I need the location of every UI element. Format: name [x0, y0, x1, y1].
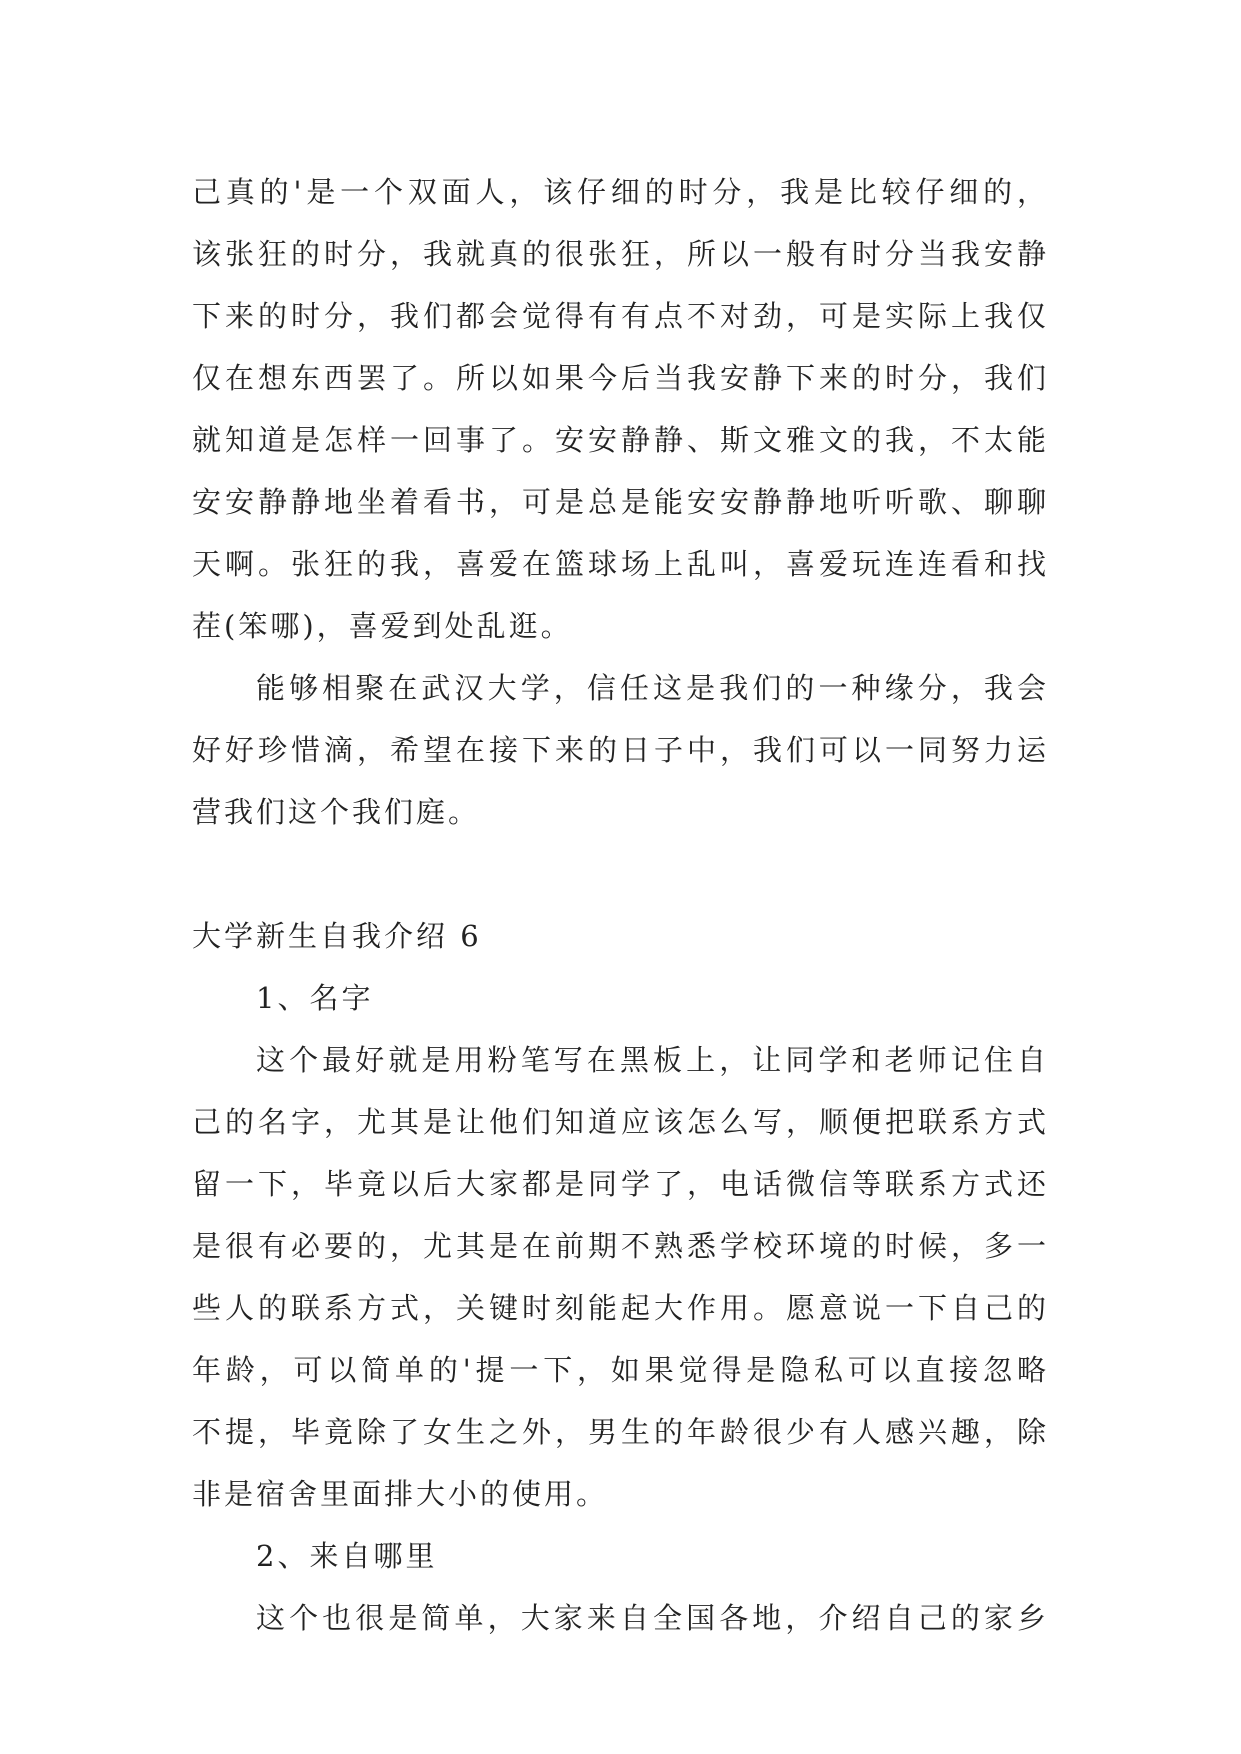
text-line: 些人的联系方式，关键时刻能起大作用。愿意说一下自己的 [192, 1291, 1049, 1325]
text-line: 该张狂的时分，我就真的很张狂，所以一般有时分当我安静 [192, 237, 1049, 271]
text-line: 己真的'是一个双面人，该仔细的时分，我是比较仔细的， [192, 175, 1049, 209]
text-line: 能够相聚在武汉大学，信任这是我们的一种缘分，我会 [256, 671, 1049, 705]
text-line: 天啊。张狂的我，喜爱在篮球场上乱叫，喜爱玩连连看和找 [192, 547, 1049, 581]
paragraph-continued [192, 161, 1049, 657]
text-line: 仅在想东西罢了。所以如果今后当我安静下来的时分，我们 [192, 361, 1049, 395]
text-line: 安安静静地坐着看书，可是总是能安安静静地听听歌、聊聊 [192, 485, 1049, 519]
text-line: 是很有必要的，尤其是在前期不熟悉学校环境的时候，多一 [192, 1229, 1049, 1263]
text-line: 下来的时分，我们都会觉得有有点不对劲，可是实际上我仅 [192, 299, 1049, 333]
text-line: 茬(笨哪)，喜爱到处乱逛。 [192, 609, 573, 643]
item-heading: 2、来自哪里 [256, 1539, 438, 1573]
paragraph-closing [192, 657, 1049, 843]
item-origin [192, 1525, 1049, 1649]
text-line: 留一下，毕竟以后大家都是同学了，电话微信等联系方式还 [192, 1167, 1049, 1201]
text-line: 这个最好就是用粉笔写在黑板上，让同学和老师记住自 [256, 1043, 1049, 1077]
text-line: 营我们这个我们庭。 [192, 795, 481, 829]
section-title: 大学新生自我介绍 6 [192, 919, 482, 953]
text-line: 就知道是怎样一回事了。安安静静、斯文雅文的我，不太能 [192, 423, 1049, 457]
text-line: 年龄，可以简单的'提一下，如果觉得是隐私可以直接忽略 [192, 1353, 1049, 1387]
text-line: 好好珍惜滴，希望在接下来的日子中，我们可以一同努力运 [192, 733, 1049, 767]
item-heading: 1、名字 [256, 981, 374, 1015]
text-line: 己的名字，尤其是让他们知道应该怎么写，顺便把联系方式 [192, 1105, 1049, 1139]
section-spacer [192, 843, 1049, 905]
document-body [192, 161, 1049, 1649]
text-line: 这个也很是简单，大家来自全国各地，介绍自己的家乡 [256, 1601, 1049, 1635]
text-line: 不提，毕竟除了女生之外，男生的年龄很少有人感兴趣，除 [192, 1415, 1049, 1449]
item-name [192, 967, 1049, 1525]
text-line: 非是宿舍里面排大小的使用。 [192, 1477, 609, 1511]
